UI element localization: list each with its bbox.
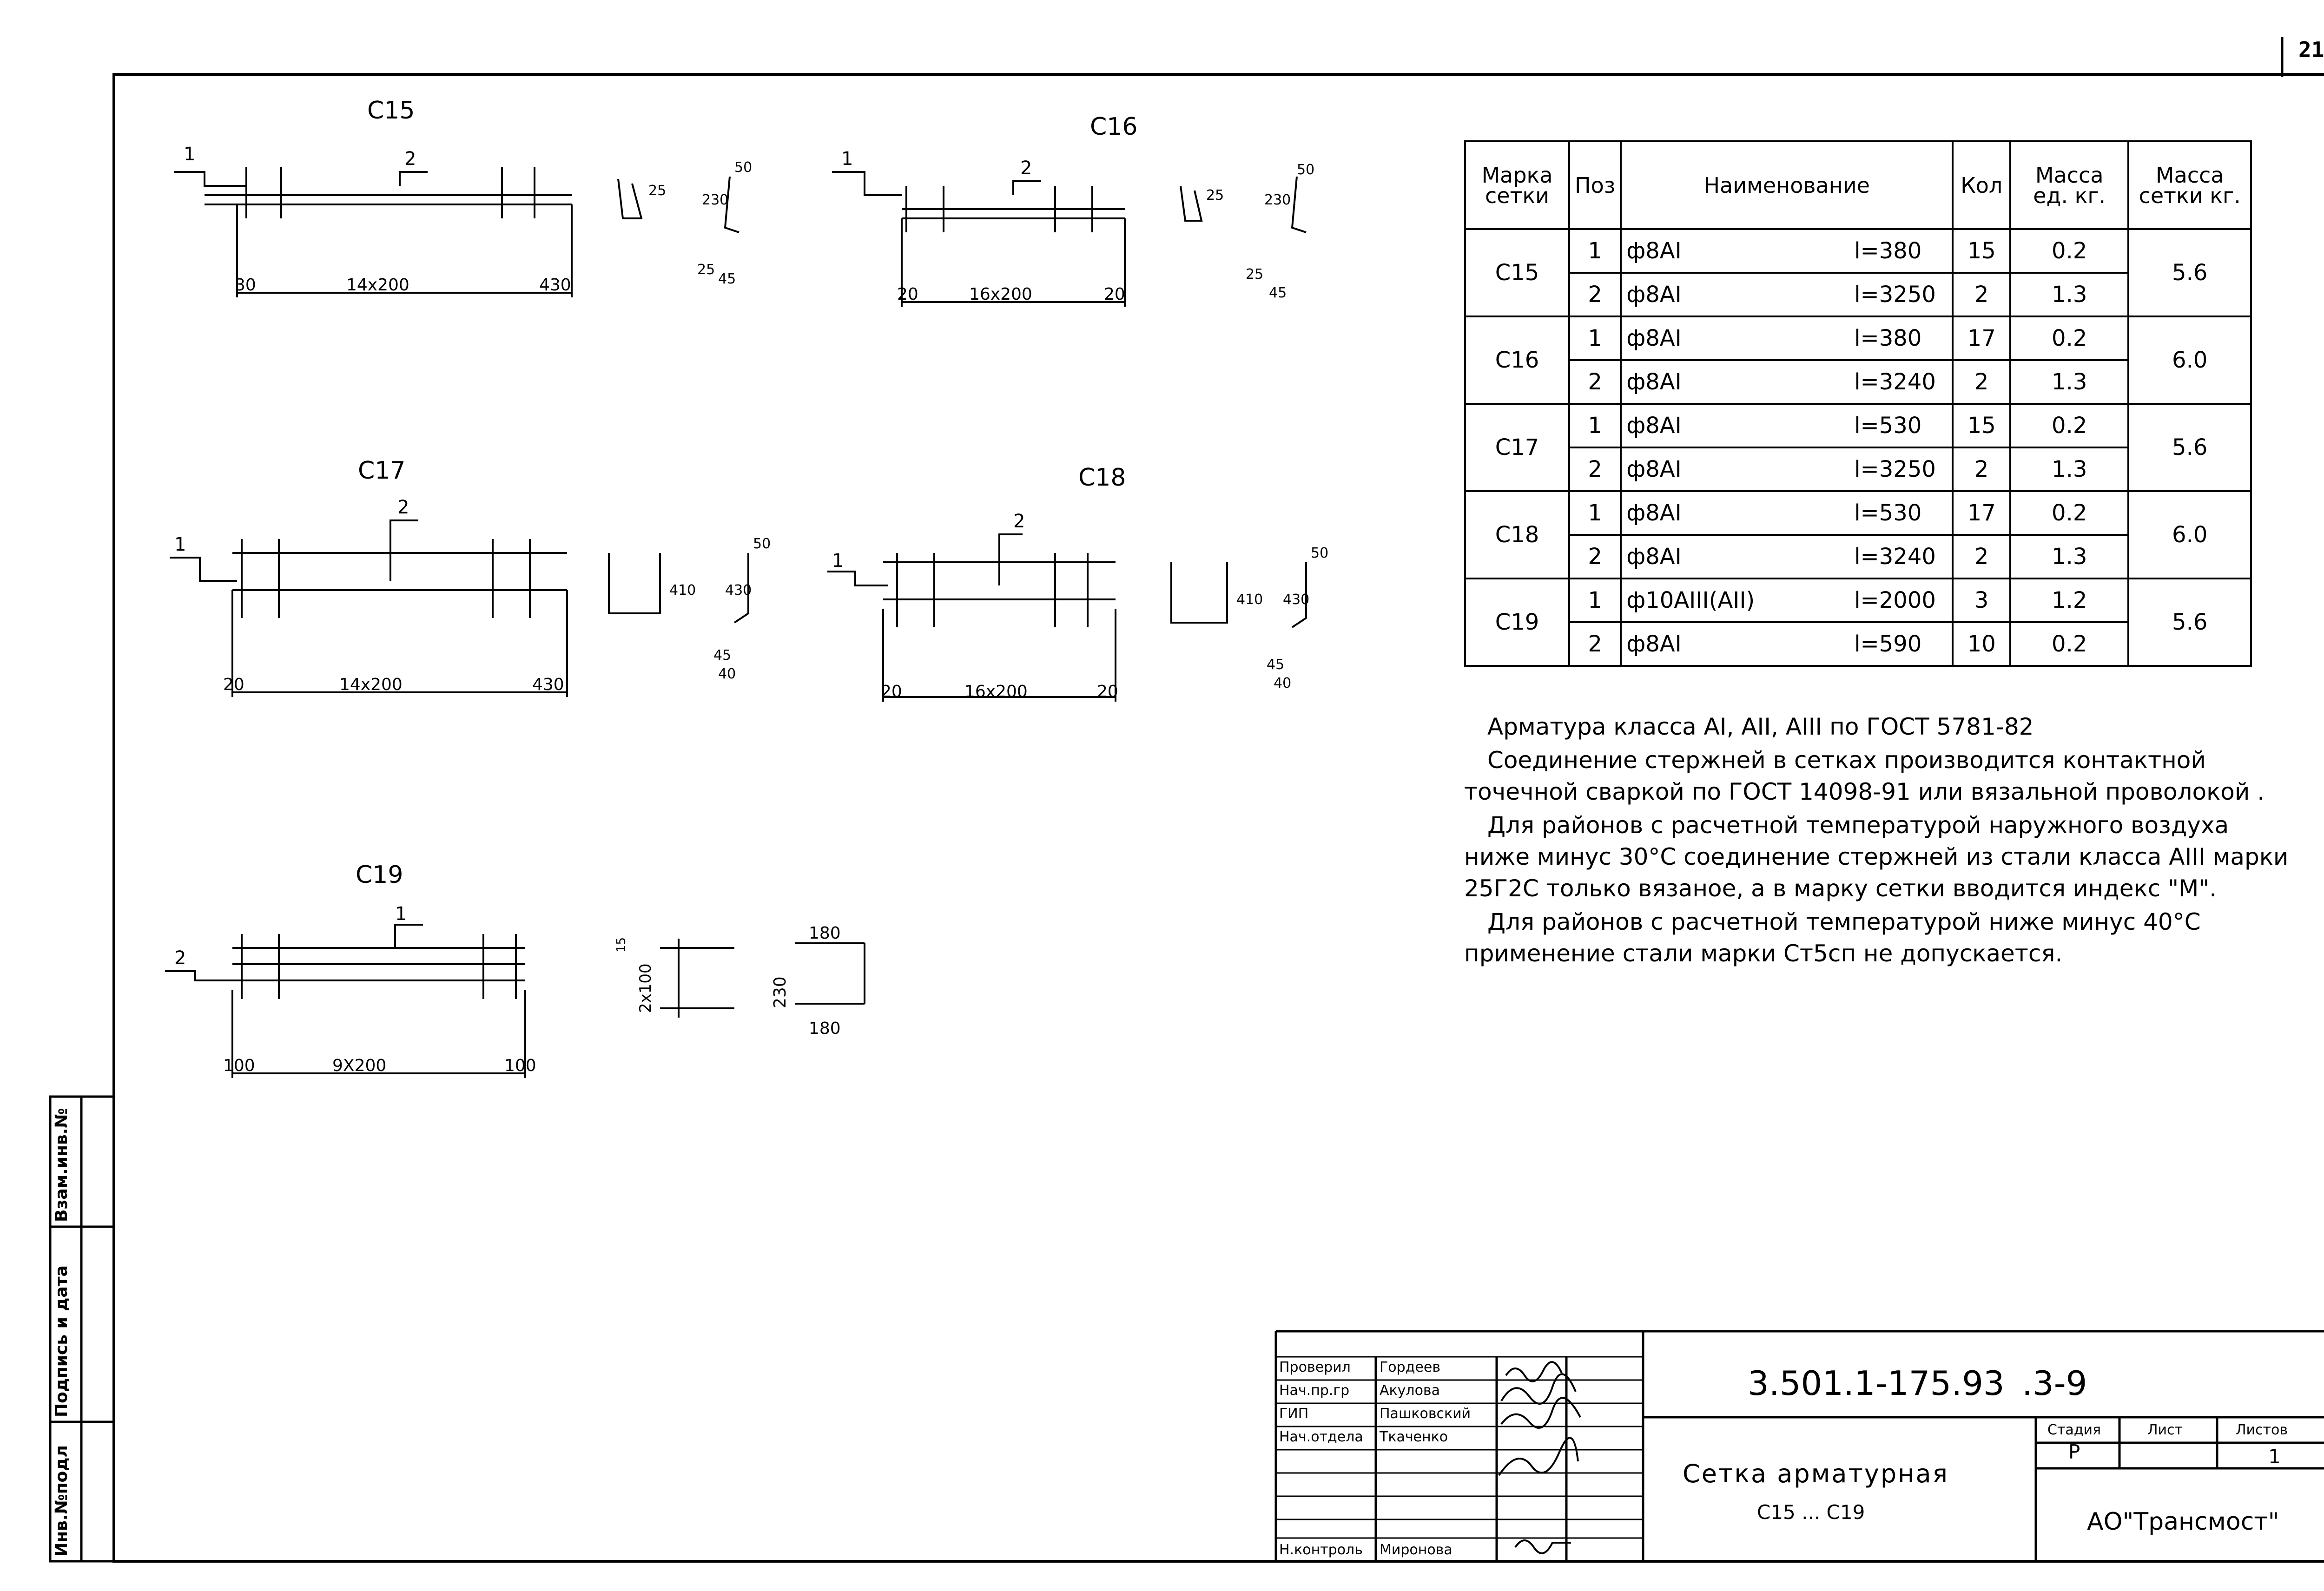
cell-qty: 15 [1953,404,2010,447]
cell-total-mass: 5.6 [2128,579,2251,666]
cell-name: ф8АI [1621,447,1849,491]
c16-dim-a2: 50 [1297,162,1315,178]
spec-table [1464,140,2252,667]
drawing-subtitle: С15 ... С19 [1757,1501,1865,1524]
hdr-qty: Кол [1953,141,2010,229]
c19-dim-a1: 15 [614,937,628,953]
signer-name: Ткаченко [1380,1429,1448,1445]
cell-name: ф8АI [1621,273,1849,316]
c17-dim-a1: 430 [725,582,752,598]
note-3: Для районов с расчетной температурой наружного воздуха ниже минус 30°С соединение стержней из стали класса АIII марки 25Г2С только вязаное, а в марку сетки вводится индекс "М". [1464,812,2289,902]
c15-mark: С15 [367,97,415,125]
cell-pos: 2 [1569,360,1621,404]
cell-unit-mass: 0.2 [2010,229,2128,273]
c19-dim-b2: 180 [809,1019,841,1038]
sheet-number: 21 [2298,37,2324,62]
hdr-name: Наименование [1621,141,1953,229]
c15-dim-b0: 25 [697,262,715,278]
cell-name: ф8АI [1621,404,1849,447]
cell-length: l=3240 [1849,360,1953,404]
signatures [1499,1362,1580,1553]
sketch-c19 [165,925,865,1078]
c16-span: 16х200 [969,285,1032,304]
cell-qty: 17 [1953,316,2010,360]
cell-qty: 10 [1953,622,2010,666]
spec-header-row [1465,141,2251,229]
cell-pos: 2 [1569,447,1621,491]
signer-role: Проверил [1279,1359,1351,1375]
cell-qty: 2 [1953,360,2010,404]
sheet-suffix: .3-9 [2022,1364,2087,1403]
cell-mark: С18 [1465,491,1569,579]
cell-length: l=3250 [1849,273,1953,316]
signer-role: Нач.пр.гр [1279,1382,1350,1399]
c19-pos1: 1 [395,903,407,925]
c17-pos2: 2 [397,497,409,518]
c18-end-left: 20 [881,682,902,701]
c17-pos1: 1 [174,534,186,555]
cell-length: l=530 [1849,491,1953,535]
cell-pos: 2 [1569,535,1621,579]
c18-mark: С18 [1078,464,1126,492]
signer-role: Нач.отдела [1279,1429,1363,1445]
c17-mark: С17 [358,457,406,485]
cell-mark: С15 [1465,229,1569,316]
c15-pos1: 1 [184,144,196,165]
cell-pos: 1 [1569,491,1621,535]
sheets-value: 1 [2268,1445,2281,1468]
note-2: Соединение стержней в сетках производится контактной точечной сваркой по ГОСТ 14098-91 или вязальной проволокой . [1464,747,2265,805]
c18-dim-b1: 40 [1274,675,1292,691]
table-row [1465,404,2251,447]
drawing-title: Сетка арматурная [1683,1459,1949,1488]
c15-pos2: 2 [404,148,416,170]
c18-pos2: 2 [1013,511,1025,532]
c19-end-right: 100 [504,1056,536,1075]
note-1: Арматура класса АI, АII, АIII по ГОСТ 5781-82 [1487,713,2034,740]
c16-end-left: 20 [897,285,918,304]
c18-dim-a1: 430 [1283,592,1310,608]
c18-span: 16х200 [964,682,1028,701]
cell-mark: С16 [1465,316,1569,404]
note-4: Для районов с расчетной температурой ниже минус 40°С применение стали марки Ст5сп не допускается. [1464,908,2201,967]
c17-dim-a2: 50 [753,536,771,552]
cell-unit-mass: 1.3 [2010,535,2128,579]
c17-span: 14х200 [339,675,403,694]
cell-total-mass: 6.0 [2128,316,2251,404]
cell-unit-mass: 0.2 [2010,316,2128,360]
c15-dim-a2: 50 [734,159,753,176]
cell-pos: 1 [1569,229,1621,273]
cell-pos: 2 [1569,273,1621,316]
cell-qty: 3 [1953,579,2010,622]
cell-name: ф8АI [1621,360,1849,404]
table-row [1465,316,2251,360]
signer-role: ГИП [1279,1406,1309,1422]
cell-unit-mass: 0.2 [2010,404,2128,447]
cell-pos: 2 [1569,622,1621,666]
c17-end-right: 430 [532,675,564,694]
c18-dim-a2: 50 [1311,545,1329,561]
table-row [1465,229,2251,273]
hdr-mark: Марка сетки [1465,141,1569,229]
c16-pos2: 2 [1020,158,1032,179]
cell-length: l=3240 [1849,535,1953,579]
side-inv-no: Инв.№подл [52,1445,71,1557]
c16-dim-a1: 230 [1264,192,1291,208]
c19-span: 9Х200 [332,1056,387,1075]
c18-end-right: 20 [1097,682,1118,701]
c19-dim-a0: 2х100 [636,963,655,1013]
stage-header: Стадия [2047,1422,2101,1438]
notes [1464,711,2296,971]
c19-pos2: 2 [174,947,186,969]
cell-length: l=380 [1849,229,1953,273]
cell-length: l=530 [1849,404,1953,447]
signer-name: Миронова [1380,1542,1452,1558]
cell-unit-mass: 1.2 [2010,579,2128,622]
table-row [1465,491,2251,535]
cell-mark: С19 [1465,579,1569,666]
sketch-c17 [170,520,748,697]
cell-unit-mass: 0.2 [2010,491,2128,535]
c15-end-left: 30 [235,276,256,295]
hdr-total-mass: Масса сетки кг. [2128,141,2251,229]
c16-dim-a0: 25 [1206,187,1224,204]
cell-name: ф8АI [1621,622,1849,666]
cell-total-mass: 6.0 [2128,491,2251,579]
cell-unit-mass: 1.3 [2010,273,2128,316]
cell-total-mass: 5.6 [2128,404,2251,491]
signer-name: Акулова [1380,1382,1440,1399]
c16-mark: С16 [1090,113,1138,141]
c18-dim-b0: 45 [1267,657,1285,673]
c15-dim-b1: 45 [718,271,736,287]
c16-dim-b0: 25 [1246,266,1264,283]
table-row [1465,579,2251,622]
cell-qty: 17 [1953,491,2010,535]
c18-pos1: 1 [832,550,844,572]
cell-unit-mass: 1.3 [2010,447,2128,491]
c19-dim-b1: 230 [771,976,790,1008]
c19-mark: С19 [356,861,403,889]
cell-length: l=380 [1849,316,1953,360]
c16-pos1: 1 [841,148,853,170]
cell-qty: 2 [1953,273,2010,316]
signer-name: Пашковский [1380,1406,1471,1422]
hdr-unit-mass: Масса ед. кг. [2010,141,2128,229]
c15-dim-a1: 230 [702,192,729,208]
c17-dim-b1: 40 [718,666,736,682]
c19-end-left: 100 [223,1056,255,1075]
cell-name: ф10АIII(АII) [1621,579,1849,622]
c15-dim-a0: 25 [648,183,667,199]
cell-unit-mass: 0.2 [2010,622,2128,666]
cell-total-mass: 5.6 [2128,229,2251,316]
c17-dim-a0: 410 [669,582,696,598]
sheets-header: Листов [2236,1422,2288,1438]
cell-name: ф8АI [1621,316,1849,360]
c17-end-left: 20 [223,675,244,694]
cell-name: ф8АI [1621,491,1849,535]
side-sign-date: Подпись и дата [52,1265,71,1417]
cell-pos: 1 [1569,404,1621,447]
c18-dim-a0: 410 [1236,592,1263,608]
cell-qty: 15 [1953,229,2010,273]
cell-pos: 1 [1569,579,1621,622]
doc-code: 3.501.1-175.93 [1748,1364,2005,1403]
signer-name: Гордеев [1380,1359,1441,1375]
side-replace-inv: Взам.инв.№ [52,1108,71,1222]
cell-name: ф8АI [1621,535,1849,579]
sketch-c18 [827,534,1306,702]
cell-qty: 2 [1953,535,2010,579]
signer-role: Н.контроль [1279,1542,1363,1558]
c19-dim-b0: 180 [809,924,841,943]
hdr-pos: Поз [1569,141,1621,229]
cell-mark: С17 [1465,404,1569,491]
cell-name: ф8АI [1621,229,1849,273]
cell-length: l=2000 [1849,579,1953,622]
c15-end-right: 430 [539,276,571,295]
organization: АО"Трансмост" [2087,1508,2279,1536]
cell-pos: 1 [1569,316,1621,360]
c15-span: 14х200 [346,276,409,295]
cell-unit-mass: 1.3 [2010,360,2128,404]
cell-length: l=590 [1849,622,1953,666]
cell-length: l=3250 [1849,447,1953,491]
c16-end-right: 20 [1104,285,1125,304]
stage-value: Р [2068,1440,2080,1463]
c17-dim-b0: 45 [713,647,732,664]
sheet-header: Лист [2147,1422,2183,1438]
c16-dim-b1: 45 [1269,285,1287,301]
cell-qty: 2 [1953,447,2010,491]
